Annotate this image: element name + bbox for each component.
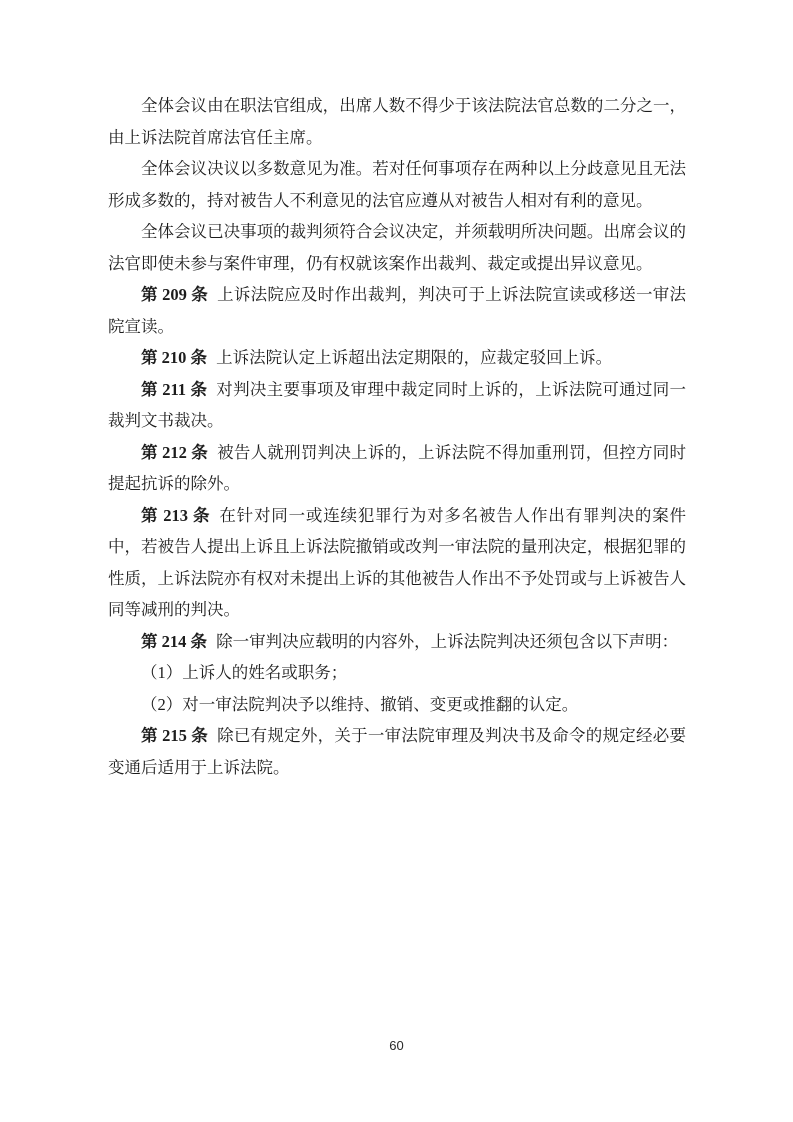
list-item	[108, 657, 686, 689]
article-label: 第 213 条	[141, 505, 211, 525]
paragraph-text: 对判决主要事项及审理中裁定同时上诉的，上诉法院可通过同一裁判文书裁决。	[108, 379, 686, 430]
article-paragraph	[108, 342, 686, 374]
list-item	[108, 689, 686, 721]
article-label: 第 212 条	[141, 442, 209, 462]
article-paragraph	[108, 437, 686, 500]
article-paragraph	[108, 374, 686, 437]
article-paragraph	[108, 720, 686, 783]
article-label: 第 215 条	[141, 726, 209, 745]
article-paragraph	[108, 626, 686, 658]
paragraph-text: 除已有规定外，关于一审法院审理及判决书及命令的规定经必要变通后适用于上诉法院。	[108, 726, 687, 777]
paragraph-text: 全体会议已决事项的裁判须符合会议决定，并须载明所决问题。出席会议的法官即使未参与案件审理，仍有权就该案作出裁判、裁定或提出异议意见。	[108, 222, 686, 273]
article-label: 第 210 条	[141, 348, 207, 367]
article-paragraph	[108, 279, 686, 342]
body-paragraph	[108, 153, 686, 216]
paragraph-text: 全体会议决议以多数意见为准。若对任何事项存在两种以上分歧意见且无法形成多数的，持对被告人不利意见的法官应遵从对被告人相对有利的意见。	[108, 159, 686, 210]
paragraph-text: 上诉法院应及时作出裁判，判决可于上诉法院宣读或移送一审法院宣读。	[108, 285, 687, 336]
paragraph-text: （2）对一审法院判决予以维持、撤销、变更或推翻的认定。	[141, 694, 579, 714]
body-paragraph	[108, 90, 686, 153]
document-body	[108, 90, 686, 783]
article-label: 第 209 条	[141, 285, 209, 304]
paragraph-text: 上诉法院认定上诉超出法定期限的，应裁定驳回上诉。	[216, 348, 613, 367]
paragraph-text: 被告人就刑罚判决上诉的，上诉法院不得加重刑罚，但控方同时提起抗诉的除外。	[108, 442, 687, 493]
article-paragraph	[108, 500, 686, 626]
article-label: 第 211 条	[141, 379, 208, 399]
paragraph-text: （1）上诉人的姓名或职务；	[141, 663, 348, 682]
body-paragraph	[108, 216, 686, 279]
paragraph-text: 全体会议由在职法官组成，出席人数不得少于该法院法官总数的二分之一，由上诉法院首席法官任主席。	[108, 96, 686, 147]
paragraph-text: 在针对同一或连续犯罪行为对多名被告人作出有罪判决的案件中，若被告人提出上诉且上诉法院撤销或改判一审法院的量刑决定，根据犯罪的性质，上诉法院亦有权对未提出上诉的其他被告人作出不予处罚或与上诉被告人同等减刑的判决。	[108, 505, 687, 619]
page-number: 60	[389, 1038, 404, 1053]
article-label: 第 214 条	[141, 631, 207, 651]
paragraph-text: 除一审判决应载明的内容外，上诉法院判决还须包含以下声明：	[216, 631, 679, 651]
